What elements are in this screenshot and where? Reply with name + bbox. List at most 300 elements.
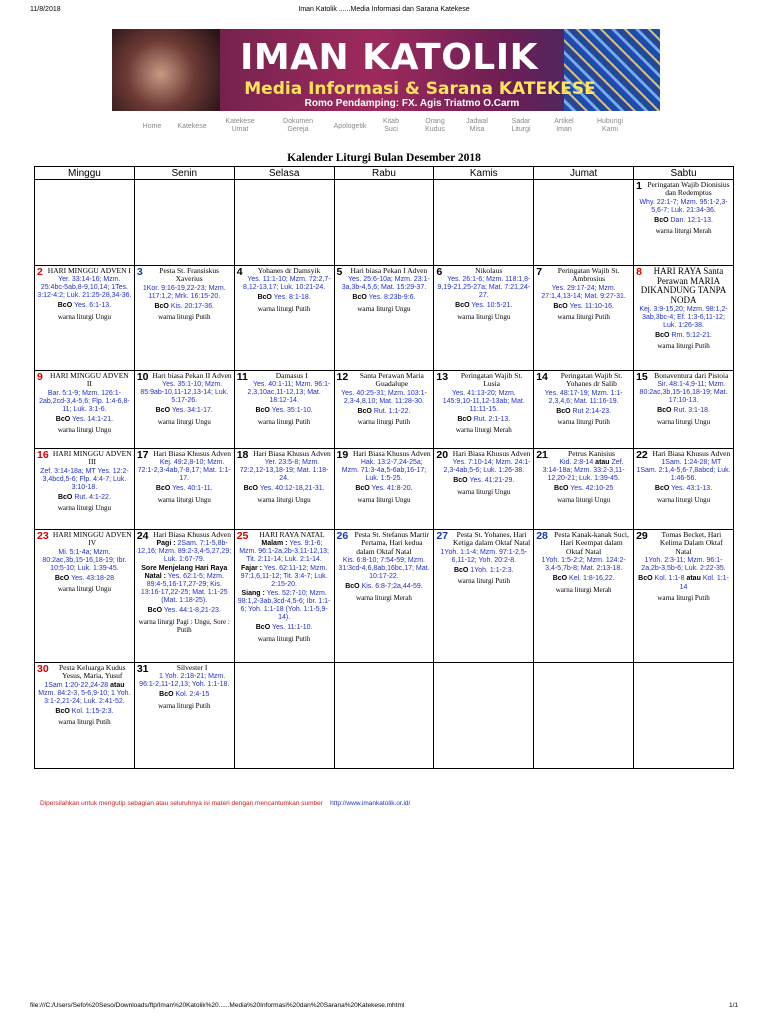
day-cell bbox=[134, 266, 234, 371]
day-cell bbox=[534, 530, 634, 663]
day-cell bbox=[634, 180, 734, 266]
feast-name: Bonaventura dari Pistoia bbox=[654, 371, 729, 380]
bco-reading: Rut. 4:1-22. bbox=[74, 493, 111, 501]
pagi-label: Pagi : bbox=[156, 540, 176, 548]
feast-name: Hari Biasa Khusus Adven bbox=[352, 449, 431, 458]
readings: Yes. 25:6-10a; Mzm. 23:1-3a,3b-4,5,6; Mat. 15:29-37. bbox=[341, 276, 430, 292]
readings: Yes. 29:17-24; Mzm. 27:1,4,13-14; Mat. 9:27-31. bbox=[541, 284, 626, 300]
feast-name: Hari Biasa Khusus Adven bbox=[153, 449, 231, 458]
bco-reading: Rut. 2:1-13. bbox=[473, 415, 511, 423]
day-cell bbox=[35, 530, 135, 663]
bco-label: BcO bbox=[655, 332, 670, 339]
feast-name: Tomas Becket, Hari Kelima Dalam Oktaf Natal bbox=[659, 530, 723, 556]
romo-pendamping: Romo Pendamping: FX. Agis Triatmo O.Carm bbox=[304, 98, 520, 109]
liturgical-color: warna liturgi Ungu bbox=[457, 312, 511, 321]
bco-line bbox=[636, 407, 731, 415]
readings: Yes. 7:10-14; Mzm. 24:1-2,3-4ab,5-6; Luk. 1:26-38. bbox=[443, 459, 531, 475]
bco-reading: Yes. 41:8-20. bbox=[371, 485, 413, 493]
bco-line bbox=[137, 303, 232, 311]
nav-dokumen-gereja[interactable]: Dokumen Gereja bbox=[283, 118, 313, 133]
bco-reading: Yes. 40:1-11. bbox=[172, 485, 213, 493]
day-cell bbox=[134, 371, 234, 449]
nav-orang-kudus[interactable]: Orang Kudus bbox=[425, 118, 445, 133]
nav-hubungi-kami[interactable]: Hubungi Kami bbox=[596, 118, 624, 133]
liturgical-color: warna liturgi Ungu bbox=[57, 504, 111, 513]
bco-line bbox=[337, 294, 432, 302]
day-number: 22 bbox=[636, 449, 648, 461]
bco-line bbox=[536, 575, 631, 583]
day-header: Jumat bbox=[534, 167, 634, 180]
liturgical-color: warna liturgi Ungu bbox=[57, 312, 111, 321]
liturgical-color: warna liturgi Ungu bbox=[57, 426, 111, 435]
main-nav bbox=[132, 118, 632, 142]
empty-cell bbox=[134, 180, 234, 266]
day-header: Senin bbox=[134, 167, 234, 180]
liturgical-color: warna liturgi Ungu bbox=[57, 585, 111, 594]
week-row bbox=[35, 663, 734, 769]
feast-name: Pesta St. Stefanus Martir Pertama, Hari kedua dalam Oktaf Natal bbox=[354, 530, 430, 556]
bco-line bbox=[636, 575, 731, 592]
bco-reading-alt: Kol. 1:1-14 bbox=[679, 575, 729, 591]
day-cell bbox=[434, 449, 534, 530]
bco-reading: Yes. 10:5-21. bbox=[471, 302, 513, 310]
sore-readings: Yes. 62:1-5; Mzm. 89:4-5,16-17,27-29; Kis. 13:16-17,22-25; Mat. 1:1-25 (Mat. 1:18-25). bbox=[140, 573, 228, 605]
bco-reading: Yes. 34:1-17. bbox=[171, 407, 213, 415]
readings: Mi. 5:1-4a; Mzm. 80:2ac,3b,15-16,18-19; Ibr. 10:5-10; Luk. 1:39-45. bbox=[42, 548, 127, 572]
readings: Yes. 41:13-20; Mzm. 145:9,10-11,12-13ab; Mat. 11:11-15. bbox=[442, 389, 525, 413]
bco-reading: Rut. 1:1-22. bbox=[373, 407, 411, 415]
bco-line bbox=[536, 303, 631, 311]
day-cell bbox=[334, 449, 434, 530]
print-page: 1/1 bbox=[728, 1002, 738, 1009]
liturgical-color: warna liturgi Ungu bbox=[357, 495, 411, 504]
bco-label: BcO bbox=[155, 407, 171, 415]
day-number: 5 bbox=[336, 266, 343, 278]
bco-line bbox=[636, 217, 731, 225]
bco-line bbox=[37, 708, 132, 716]
bco-reading: Yes. 43:18-28 bbox=[71, 574, 115, 582]
day-number: 7 bbox=[536, 266, 543, 278]
day-cell bbox=[134, 530, 234, 663]
pagi-readings: 2Sam. 7:1-5,8b-12,16; Mzm. 89:2-3,4-5,27,29; Luk. 1:67-79. bbox=[137, 540, 232, 564]
bco-line bbox=[436, 416, 531, 424]
reading-malam bbox=[237, 540, 332, 564]
day-header: Minggu bbox=[35, 167, 135, 180]
day-number: 21 bbox=[536, 449, 548, 461]
nav-jadwal-misa[interactable]: Jadwal Misa bbox=[466, 118, 488, 133]
day-cell bbox=[35, 449, 135, 530]
liturgical-color: warna liturgi Putih bbox=[557, 418, 610, 427]
day-cell bbox=[634, 530, 734, 663]
empty-cell bbox=[534, 180, 634, 266]
reading-fajar bbox=[237, 565, 332, 589]
bco-reading: Kis. 20:17-36. bbox=[170, 302, 215, 310]
bco-label: BcO bbox=[255, 624, 271, 632]
empty-cell bbox=[334, 180, 434, 266]
day-number: 28 bbox=[536, 530, 548, 542]
feast-name: Peringatan Wajib St. Lusia bbox=[460, 371, 523, 389]
readings: Yes. 40:25-31; Mzm. 103:1-2,3-4,8,10; Mat. 11:28-30. bbox=[341, 389, 427, 405]
empty-cell bbox=[234, 180, 334, 266]
bco-reading: Dan. 12:1-13. bbox=[670, 216, 713, 224]
bco-line bbox=[636, 332, 731, 340]
day-cell bbox=[234, 371, 334, 449]
readings: Yes. 40:1-11; Mzm. 96:1-2,3,10ac,11-12,13; Mat. 18:12-14. bbox=[247, 381, 331, 405]
bco-line bbox=[37, 416, 132, 424]
bco-label: BcO bbox=[553, 302, 568, 310]
bco-reading: Rut. 3:1-18. bbox=[673, 407, 710, 415]
day-header-row bbox=[35, 167, 734, 180]
feast-name: Peringatan Wajib St. Yohanes dr Salib bbox=[560, 371, 623, 389]
day-number: 15 bbox=[636, 371, 648, 383]
bco-label: BcO bbox=[155, 485, 171, 493]
bco-label: BcO bbox=[257, 294, 272, 302]
bco-label: BcO bbox=[638, 575, 653, 583]
nav-sadar-liturgi[interactable]: Sadar Liturgi bbox=[511, 118, 531, 133]
bco-reading: Yes. 8:23b-9:6. bbox=[368, 294, 416, 302]
readings: Kej. 49:2,8-10; Mzm. 72:1-2,3-4ab,7-8,17; Mat. 1:1-17. bbox=[137, 459, 231, 483]
bco-label: BcO bbox=[55, 415, 71, 423]
liturgical-color: warna liturgi Putih bbox=[657, 594, 710, 603]
day-number: 25 bbox=[236, 530, 249, 542]
day-number: 18 bbox=[236, 449, 249, 461]
day-number: 16 bbox=[37, 449, 49, 461]
day-number: 13 bbox=[436, 371, 449, 383]
liturgical-color: warna liturgi Putih bbox=[557, 313, 610, 322]
bco-label: BcO bbox=[453, 566, 469, 574]
site-banner[interactable] bbox=[112, 29, 660, 111]
feast-name: Nikolaus bbox=[475, 266, 503, 275]
readings: 1Yoh. 1:5-2:2; Mzm. 124:2-3,4-5,7b-8; Mat. 2:13-18. bbox=[541, 557, 626, 573]
liturgical-color: warna liturgi Merah bbox=[555, 585, 612, 594]
fajar-readings: Yes. 62:11-12; Mzm. 97:1,6,11-12; Tit. 3:4-7; Luk. 2:15-20. bbox=[240, 565, 328, 589]
readings: 1Sam. 1:24-28; MT 1Sam. 2:1,4-5,6-7,8abcd; Luk. 1:46-56. bbox=[636, 459, 731, 483]
day-number: 23 bbox=[37, 530, 49, 542]
bco-line bbox=[37, 494, 132, 502]
liturgical-color: warna liturgi Ungu bbox=[257, 495, 311, 504]
print-header bbox=[0, 6, 768, 18]
day-number: 29 bbox=[636, 530, 648, 542]
bco-label: BcO bbox=[357, 407, 372, 415]
readings: 1 Yoh. 2:18-21; Mzm. 96:1-2,11-12,13; Yoh. 1:1-18. bbox=[139, 673, 230, 689]
liturgical-color: warna liturgi Putih bbox=[657, 342, 710, 351]
week-row bbox=[35, 266, 734, 371]
feast-name: Damasus I bbox=[275, 371, 308, 380]
bco-label: BcO bbox=[657, 407, 672, 415]
bco-label: BcO bbox=[57, 493, 73, 501]
liturgical-color: warna liturgi Ungu bbox=[357, 304, 411, 313]
empty-cell bbox=[434, 663, 534, 769]
readings: Yer. 23:5-8; Mzm. 72:2,12-13,18-19; Mat. 1:18-24. bbox=[239, 459, 329, 483]
calendar-title: Kalender Liturgi Bulan Desember 2018 bbox=[287, 152, 481, 164]
siang-readings: Yes. 52:7-10; Mzm. 98:1,2-3ab,3cd-4,5-6; Ibr. 1:1-6; Yoh. 1:1-18 (Yoh. 1:1-5,9-14). bbox=[237, 590, 331, 622]
empty-cell bbox=[35, 180, 135, 266]
feast-name: Pesta St. Fransiskus Xaverius bbox=[159, 266, 220, 284]
day-number: 6 bbox=[436, 266, 443, 278]
liturgical-color: warna liturgi Ungu bbox=[157, 417, 211, 426]
day-number: 8 bbox=[636, 266, 642, 278]
atau-label: atau bbox=[595, 459, 610, 467]
feast-name: Hari Biasa Khusus Adven bbox=[153, 530, 231, 539]
liturgical-color: warna liturgi Ungu bbox=[656, 417, 711, 426]
feast-name: HARI RAYA NATAL bbox=[259, 530, 325, 539]
bco-line bbox=[237, 294, 332, 302]
liturgical-color: warna liturgi Putih bbox=[357, 418, 411, 427]
day-number: 11 bbox=[236, 371, 248, 383]
week-row bbox=[35, 180, 734, 266]
bco-atau-label: atau bbox=[686, 575, 701, 583]
readings: Bar. 5:1-9; Mzm. 126:1-2ab,2cd-3,4-5,6; Flp. 1:4-6,8-11; Luk. 3:1-6. bbox=[39, 389, 130, 413]
feast-name: HARI RAYA Santa Perawan MARIA DIKANDUNG TANPA NODA bbox=[640, 266, 727, 305]
empty-cell bbox=[634, 663, 734, 769]
print-path: file:///C:/Users/Sefo%20Seso/Downloads/ftp/Iman%20Katolik%20......Media%20Informasi%20dan%20Sarana%20Katekese.mhtml bbox=[30, 1002, 405, 1009]
liturgical-color: warna liturgi Putih bbox=[257, 304, 311, 313]
malam-readings: Yes. 9:1-6; Mzm. 96:1-2a,2b-3,11-12,13; Tit. 2:11-14; Luk. 2:1-14. bbox=[239, 540, 329, 564]
print-date: 11/8/2018 bbox=[30, 6, 61, 13]
readings: Zef. 3:14-18a; MT Yes. 12:2-3,4bcd,5-6; Flp. 4:4-7; Luk. 3:10-18. bbox=[40, 467, 129, 491]
atau-label: atau bbox=[110, 681, 125, 689]
bco-line bbox=[337, 408, 432, 416]
day-cell bbox=[35, 663, 135, 769]
bco-reading: Kol. 1:15-2:3. bbox=[71, 707, 114, 715]
day-number: 12 bbox=[336, 371, 349, 383]
bco-line bbox=[237, 407, 332, 415]
reading-pagi bbox=[137, 540, 232, 564]
bco-reading: Yes. 8:1-18. bbox=[273, 294, 311, 302]
bco-label: BcO bbox=[255, 407, 270, 415]
reading-b: Mzm. 84:2-3, 5-6,9-10; 1 Yoh. 3:1-2,21-24; Luk. 2:41-52. bbox=[38, 689, 131, 705]
day-header: Kamis bbox=[434, 167, 534, 180]
feast-name: HARI MINGGU ADVEN II bbox=[49, 371, 129, 389]
liturgical-color: warna liturgi Putih bbox=[158, 701, 211, 710]
bco-line bbox=[436, 567, 531, 575]
day-cell bbox=[434, 371, 534, 449]
nav-home[interactable]: Home bbox=[142, 123, 162, 130]
readings: Kis. 6:8-10; 7:54-59; Mzm. 31:3cd-4,6,8ab,16bc,17; Mat. 10:17-22. bbox=[338, 557, 430, 581]
day-cell bbox=[234, 266, 334, 371]
bco-reading: Yes. 35:1-10. bbox=[271, 407, 313, 415]
bco-reading: Rm. 5:12-21. bbox=[671, 332, 712, 339]
bco-line bbox=[337, 485, 432, 493]
bco-reading: Kol. 1:1-8 bbox=[654, 575, 685, 583]
day-number: 27 bbox=[436, 530, 449, 542]
bco-reading: Kis. 6:8-7:2a,44-59. bbox=[361, 583, 423, 591]
feast-name: Pesta Keluarga Kudus Yesus, Maria, Yusuf bbox=[59, 663, 126, 681]
bco-label: BcO bbox=[159, 691, 174, 699]
bco-reading: Yes. 42:10-25 bbox=[570, 485, 614, 493]
liturgical-color: warna liturgi Putih bbox=[257, 417, 311, 426]
liturgical-color: warna liturgi Pagi : Ungu, Sore : Putih bbox=[138, 617, 230, 635]
day-header: Rabu bbox=[334, 167, 434, 180]
readings: Yes. 35:1-10; Mzm. 85:9ab-10,11-12,13-14; Luk. 5:17-26. bbox=[140, 381, 229, 405]
print-footer bbox=[0, 1002, 768, 1014]
readings: Hak. 13:2-7,24-25a; Mzm. 71:3-4a,5-6ab,16-17; Luk. 1:5-25. bbox=[341, 459, 427, 483]
bco-label: BcO bbox=[457, 415, 472, 423]
bco-label: BcO bbox=[654, 216, 669, 224]
day-number: 31 bbox=[136, 663, 149, 675]
bco-label: BcO bbox=[57, 302, 73, 310]
reading-a: Kid. 2:8-14 bbox=[559, 459, 594, 467]
feast-name: Yohanes dr Damsyik bbox=[257, 266, 321, 275]
day-cell bbox=[35, 371, 135, 449]
liturgical-color: warna liturgi Ungu bbox=[457, 487, 511, 496]
day-number: 19 bbox=[336, 449, 349, 461]
sore-label: Sore Menjelang Hari Raya Natal : bbox=[141, 565, 228, 581]
day-header: Selasa bbox=[234, 167, 334, 180]
reading-a: 1Sam 1:20-22,24-28 bbox=[44, 681, 109, 689]
week-row bbox=[35, 449, 734, 530]
rosary-photo bbox=[112, 29, 220, 111]
readings: 1Kor. 9:16-19,22-23; Mzm. 117:1,2; Mrk. 16:15-20. bbox=[142, 284, 226, 300]
day-number: 14 bbox=[536, 371, 548, 383]
feast-name: Hari biasa Pekan I Adven bbox=[350, 266, 428, 275]
day-number: 20 bbox=[436, 449, 449, 461]
readings: Yes. 48:17-19; Mzm. 1:1-2,3,4,6; Mat. 11:16-19. bbox=[544, 389, 623, 405]
bco-line bbox=[137, 691, 232, 699]
day-cell bbox=[334, 530, 434, 663]
day-cell bbox=[634, 266, 734, 371]
day-number: 2 bbox=[37, 266, 43, 278]
bco-label: BcO bbox=[345, 583, 360, 591]
bco-reading: Rut 2:14-23. bbox=[572, 407, 612, 415]
source-link[interactable]: http://www.imankatolik.or.id/ bbox=[330, 800, 411, 807]
bco-reading: Yes. 14:1-21. bbox=[72, 415, 114, 423]
bco-reading: Yes. 43:1-13. bbox=[671, 485, 713, 493]
readings: 1Yoh. 1:1-4; Mzm. 97:1-2,5-6,11-12; Yoh. 20:2-8. bbox=[440, 548, 528, 564]
bco-reading: 1Yoh. 1:1-2:3. bbox=[470, 566, 514, 574]
bco-reading: Yes. 11:10-16. bbox=[569, 302, 614, 310]
bco-label: BcO bbox=[243, 485, 259, 493]
feast-name: Pesta Kanak-kanak Suci, Hari Keempat dalam Oktaf Natal bbox=[554, 530, 629, 556]
liturgical-color: warna liturgi Ungu bbox=[557, 495, 611, 504]
bco-label: BcO bbox=[54, 574, 70, 582]
day-number: 26 bbox=[336, 530, 349, 542]
bco-label: BcO bbox=[352, 294, 367, 302]
bco-label: BcO bbox=[355, 485, 370, 493]
readings: Sir. 48:1-4,9-11; Mzm. 80:2ac,3b,15-16,18-19; Mat. 17:10-13. bbox=[639, 381, 728, 405]
feast-name: Hari Biasa Khusus Adven bbox=[253, 449, 331, 458]
day-number: 3 bbox=[136, 266, 143, 278]
nav-katekese[interactable]: Katekese bbox=[177, 123, 207, 130]
fajar-label: Fajar : bbox=[240, 565, 262, 573]
bco-reading: Kol. 2:4-15 bbox=[175, 691, 210, 699]
day-number: 9 bbox=[37, 371, 43, 383]
bco-line bbox=[137, 485, 232, 493]
bco-line bbox=[237, 485, 332, 493]
malam-label: Malam : bbox=[261, 540, 288, 548]
readings: Kej. 3:9-15,20; Mzm. 98:1,2-3ab,3bc-4; Ef. 1:3-6,11-12; Luk. 1:26-38. bbox=[639, 306, 728, 329]
empty-cell bbox=[534, 663, 634, 769]
bco-reading: Yes. 41:21-29. bbox=[469, 477, 515, 485]
day-cell bbox=[534, 449, 634, 530]
copyright-text: Dipersilahkan untuk mengutip sebagian atau seluruhnya isi materi dengan mencantumkan sumber bbox=[40, 800, 323, 807]
empty-cell bbox=[234, 663, 334, 769]
bco-line bbox=[536, 408, 631, 416]
feast-name: Hari biasa Pekan II Adven bbox=[152, 371, 232, 380]
week-row bbox=[35, 371, 734, 449]
bco-line bbox=[37, 575, 132, 583]
feast-name: Pesta St. Yohanes, Hari Ketiga dalam Oktaf Natal bbox=[453, 530, 531, 548]
feast-name: Petrus Kanisius bbox=[568, 449, 615, 458]
liturgical-calendar bbox=[34, 166, 734, 769]
reading-sore bbox=[137, 565, 232, 605]
nav-apologetik[interactable]: Apologetik bbox=[333, 123, 367, 130]
nav-artikel-iman[interactable]: Artikel Iman bbox=[554, 118, 574, 133]
bco-label: BcO bbox=[455, 302, 470, 310]
liturgical-color: warna liturgi Merah bbox=[655, 227, 712, 236]
bco-line bbox=[536, 485, 631, 493]
reading-siang bbox=[237, 590, 332, 622]
feast-name: Peringatan Wajib St. Ambrosius bbox=[557, 266, 620, 284]
liturgical-color: warna liturgi Putih bbox=[58, 718, 111, 727]
day-header: Sabtu bbox=[634, 167, 734, 180]
feast-name: HARI MINGGU ADVEN III bbox=[52, 449, 132, 467]
day-number: 1 bbox=[636, 180, 642, 192]
bco-reading: Yes. 44:1-8,21-23. bbox=[163, 607, 221, 615]
feast-name: Silvester I bbox=[176, 663, 208, 672]
day-cell bbox=[35, 266, 135, 371]
bco-reading: Yes. 6:1-13. bbox=[73, 302, 112, 310]
bco-label: BcO bbox=[556, 407, 571, 415]
liturgical-color: warna liturgi Putih bbox=[257, 634, 311, 643]
day-cell bbox=[134, 449, 234, 530]
feast-name: Hari Biasa Khusus Adven bbox=[452, 449, 531, 458]
day-cell bbox=[334, 371, 434, 449]
bco-line bbox=[137, 607, 232, 615]
day-cell bbox=[634, 371, 734, 449]
print-title: Iman Katolik ......Media Informasi dan Sarana Katekese bbox=[298, 6, 470, 13]
bco-label: BcO bbox=[154, 302, 169, 310]
nav-kitab-suci[interactable]: Kitab Suci bbox=[383, 118, 399, 133]
bco-label: BcO bbox=[147, 607, 163, 615]
feast-name: Santa Perawan Maria Guadalupe bbox=[359, 371, 424, 389]
bco-line bbox=[436, 477, 531, 485]
feast-name: Hari Biasa Khusus Adven bbox=[652, 449, 731, 458]
feast-name: HARI MINGGU ADVEN IV bbox=[52, 530, 132, 548]
day-number: 17 bbox=[136, 449, 149, 461]
bco-label: BcO bbox=[554, 485, 569, 493]
nav-katekese-umat[interactable]: Katekese Umat bbox=[225, 118, 255, 133]
liturgical-color: warna liturgi Merah bbox=[455, 426, 512, 435]
readings bbox=[536, 459, 631, 483]
day-number: 24 bbox=[136, 530, 149, 542]
day-cell bbox=[234, 530, 334, 663]
liturgical-color: warna liturgi Putih bbox=[457, 577, 510, 586]
bco-reading: Kel. 1:8-16,22. bbox=[569, 575, 615, 583]
empty-cell bbox=[334, 663, 434, 769]
bco-line bbox=[237, 624, 332, 632]
readings: 1Yoh. 2:3-11; Mzm. 96:1-2a,2b-3,5b-6; Luk. 2:22-35. bbox=[641, 557, 726, 573]
day-cell bbox=[434, 530, 534, 663]
feast-name: HARI MINGGU ADVEN I bbox=[47, 266, 131, 275]
day-cell bbox=[334, 266, 434, 371]
readings: Yes. 26:1-6; Mzm. 118:1,8-9,19-21,25-27a; Mat. 7:21,24-27. bbox=[437, 276, 531, 300]
day-number: 4 bbox=[236, 266, 243, 278]
bco-line bbox=[436, 302, 531, 310]
week-row bbox=[35, 530, 734, 663]
liturgical-color: warna liturgi Merah bbox=[356, 593, 412, 602]
day-cell bbox=[234, 449, 334, 530]
bco-line bbox=[137, 407, 232, 415]
day-cell bbox=[434, 266, 534, 371]
site-subtitle: Media Informasi & Sarana KATEKESE bbox=[244, 79, 596, 99]
readings: Yer. 33:14-16; Mzm. 25:4bc-5ab,8-9,10,14; 1Tes. 3:12-4:2; Luk. 21:25-28,34-36. bbox=[37, 276, 132, 300]
reading-b: Zef. 3:14-18a; Mzm. 33:2-3,11-12,20-21; Luk. 1:39-45. bbox=[542, 459, 625, 483]
bco-reading: Yes. 40:12-18,21-31. bbox=[259, 485, 325, 493]
day-cell bbox=[534, 371, 634, 449]
liturgical-color: warna liturgi Putih bbox=[158, 313, 211, 322]
bco-label: BcO bbox=[55, 707, 70, 715]
